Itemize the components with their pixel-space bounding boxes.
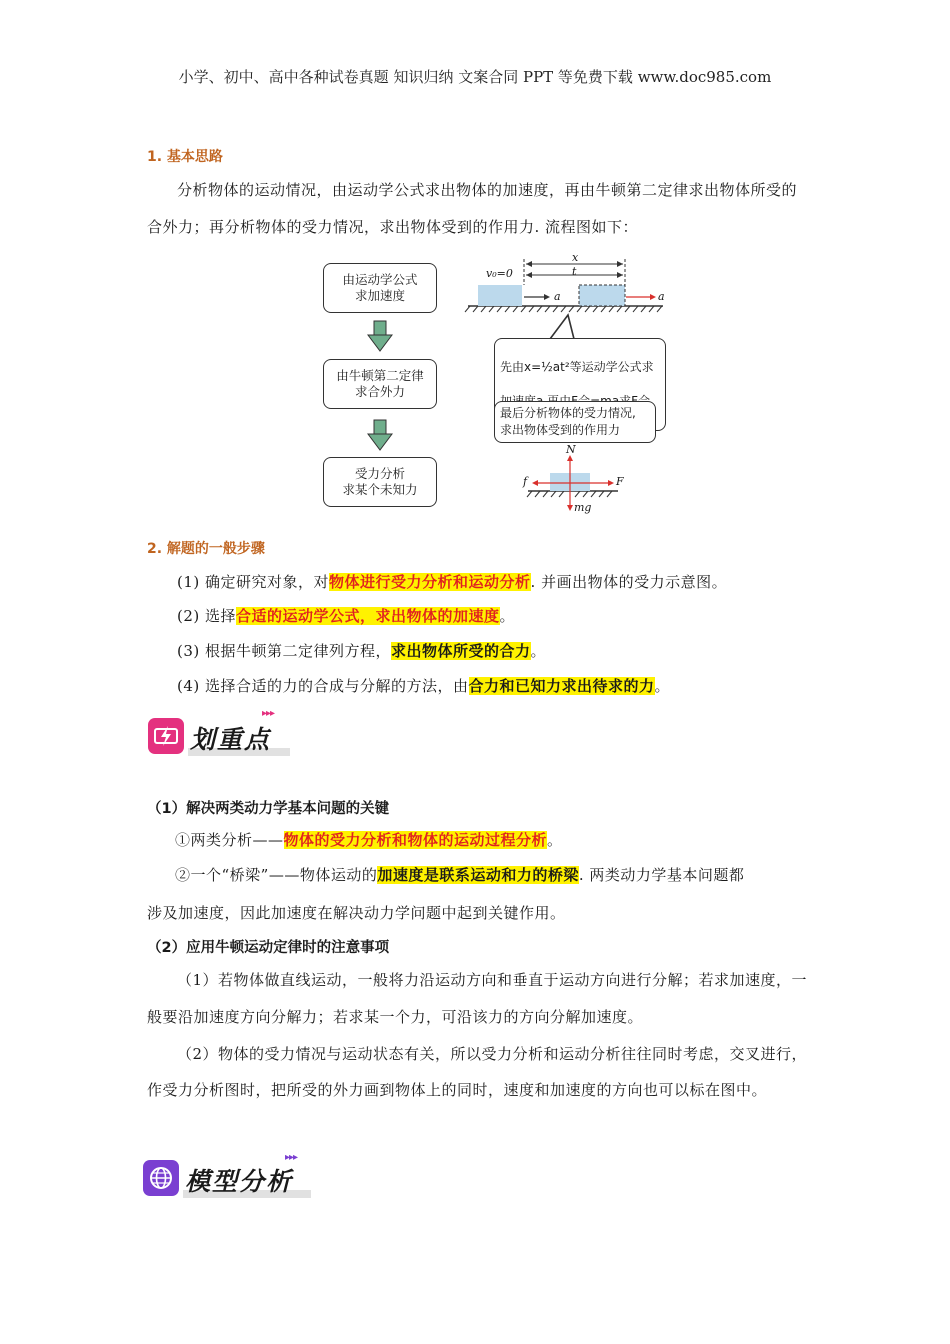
flow-box-newton: 由牛顿第二定律 求合外力 (323, 359, 437, 409)
step-4 (177, 675, 670, 696)
callout-kinematics-line1: 先由x=½at²等运动学公式求 (500, 360, 654, 374)
step-3-highlight: 求出物体所受的合力 (391, 642, 531, 660)
banner-key-points (148, 710, 308, 760)
section1-title: 1. 基本思路 (147, 149, 223, 165)
step-3 (177, 640, 546, 661)
step-1 (177, 571, 727, 592)
section2-title: 2. 解题的一般步骤 (147, 541, 265, 557)
step-1-highlight: 物体进行受力分析和运动分析 (329, 573, 531, 591)
flow-figure (318, 251, 668, 517)
label-N: N (566, 443, 576, 456)
lightning-icon (148, 718, 184, 754)
banner-arrows-icon: ▸▸▸ (262, 708, 275, 719)
step-2-post: 。 (499, 607, 516, 625)
keypoint-item-2-post: . 两类动力学基本问题都 (578, 866, 745, 884)
section1-paragraph: 分析物体的运动情况，由运动学公式求出物体的加速度，再由牛顿第二定律求出物体所受的合外力；再分析物体的受力情况，求出物体受到的作用力. 流程图如下： (147, 181, 798, 236)
step-3-post: 。 (530, 642, 547, 660)
keypoint-note-2: （2）物体的受力情况与运动状态有关，所以受力分析和运动分析往往同时考虑，交叉进行，作受力分析图时，把所受的外力画到物体上的同时，速度和加速度的方向也可以标在图中。 (147, 1045, 808, 1099)
step-2 (177, 605, 515, 626)
label-a1: a (554, 290, 561, 303)
globe-icon (143, 1160, 179, 1196)
label-mg: mg (574, 501, 592, 514)
keypoints-title-2: （2）应用牛顿运动定律时的注意事项 (147, 940, 390, 956)
flow-box-force-analysis: 受力分析 求某个未知力 (323, 457, 437, 507)
step-4-highlight: 合力和已知力求出待求的力 (468, 677, 655, 695)
down-arrow-icon (368, 420, 392, 450)
keypoint-item-2-highlight: 加速度是联系运动和力的桥梁 (377, 866, 579, 884)
label-v0: v₀=0 (486, 267, 513, 280)
keypoint-item-2 (175, 864, 744, 885)
banner-arrows-icon: ▸▸▸ (285, 1152, 298, 1163)
callout-force: 最后分析物体的受力情况, 求出物体受到的作用力 (494, 401, 656, 443)
label-t: t (572, 265, 577, 278)
step-1-pre: (1) 确定研究对象，对 (177, 573, 330, 591)
step-3-pre: (3) 根据牛顿第二定律列方程， (177, 642, 392, 660)
keypoint-item-1-pre: ①两类分析—— (175, 831, 284, 849)
step-1-post: . 并画出物体的受力示意图。 (530, 573, 728, 591)
label-f: f (523, 475, 528, 488)
keypoint-item-2-cont: 涉及加速度，因此加速度在解决动力学问题中起到关键作用。 (147, 904, 566, 922)
page-header: 小学、初中、高中各种试卷真题 知识归纳 文案合同 PPT 等免费下载 www.doc985.com (178, 68, 772, 86)
keypoint-note-1: （1）若物体做直线运动，一般将力沿运动方向和垂直于运动方向进行分解；若求加速度，一般要沿加速度方向分解力；若求某一个力，可沿该力的方向分解加速度。 (147, 971, 808, 1026)
label-a2: a (658, 290, 665, 303)
label-x: x (572, 251, 579, 264)
keypoint-item-1-post: 。 (547, 831, 563, 849)
label-F: F (616, 475, 624, 488)
step-2-highlight: 合适的运动学公式，求出物体的加速度 (236, 607, 500, 625)
banner-key-points-text: 划重点 (190, 725, 272, 754)
keypoint-item-2-pre: ②一个“桥梁”——物体运动的 (175, 866, 378, 884)
step-4-post: 。 (654, 677, 671, 695)
banner-model-analysis (143, 1150, 323, 1202)
step-2-pre: (2) 选择 (177, 607, 237, 625)
down-arrow-icon (368, 321, 392, 351)
keypoint-item-1-highlight: 物体的受力分析和物体的运动过程分析 (283, 831, 548, 849)
flow-box-kinematics: 由运动学公式 求加速度 (323, 263, 437, 313)
keypoint-item-1 (175, 829, 563, 850)
keypoints-title-1: （1）解决两类动力学基本问题的关键 (147, 801, 390, 817)
banner-model-analysis-text: 模型分析 (185, 1167, 294, 1196)
step-4-pre: (4) 选择合适的力的合成与分解的方法，由 (177, 677, 469, 695)
